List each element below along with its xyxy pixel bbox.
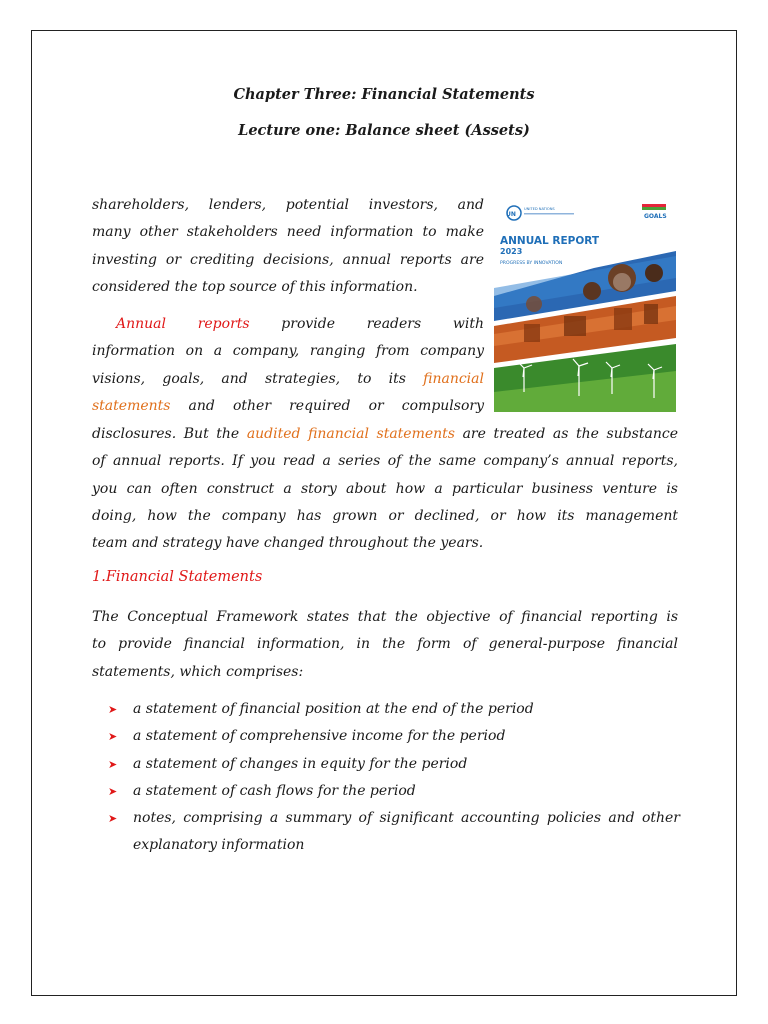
section-heading: 1.Financial Statements — [92, 569, 263, 585]
para-text: The — [92, 609, 128, 625]
para-line: you can often construct a story about how a particular business venture is — [92, 480, 678, 497]
intro-line: many other stakeholders need information to make — [92, 224, 484, 241]
para-text: states that the objective of financial reporting is — [298, 609, 679, 625]
report-tagline: PROGRESS BY INNOVATION — [500, 261, 563, 266]
list-item-text: a statement of comprehensive income for the period — [133, 728, 506, 745]
org-text: UNITED NATIONS — [524, 207, 555, 211]
para-line — [92, 421, 678, 448]
para-line — [92, 393, 484, 420]
para-text: provide readers with — [249, 316, 484, 332]
list-item — [108, 696, 680, 723]
report-year: 2023 — [500, 247, 523, 256]
svg-text:UN: UN — [506, 211, 516, 218]
list-item — [108, 751, 680, 778]
disclosures-paragraph — [92, 421, 678, 557]
para-text: disclosures. But the — [92, 426, 247, 442]
lecture-subtitle: Lecture one: Balance sheet (Assets) — [238, 122, 530, 139]
para-text: are treated as the substance — [454, 426, 678, 442]
conceptual-framework-term: Conceptual Framework — [127, 609, 299, 625]
arrow-bullet-icon: ➤ — [108, 812, 118, 826]
para-line: to provide financial information, in the form of general-purpose financial — [92, 636, 678, 653]
para-line — [92, 366, 484, 393]
annual-reports-highlight: Annual reports — [116, 316, 250, 332]
list-item-text: a statement of cash flows for the period — [133, 782, 416, 799]
para-text: visions, goals, and strategies, to its — [92, 370, 424, 387]
intro-line: considered the top source of this information. — [92, 278, 418, 295]
list-item-text: a statement of financial position at the end of the period — [133, 701, 534, 717]
para-line: doing, how the company has grown or declined, or how its management — [92, 507, 678, 524]
intro-line: shareholders, lenders, potential investors, and — [92, 197, 484, 213]
arrow-bullet-icon: ➤ — [108, 703, 118, 716]
arrow-bullet-icon: ➤ — [108, 730, 118, 744]
statements-highlight: statements — [92, 397, 171, 414]
annual-report-cover-graphic — [494, 196, 676, 412]
list-item — [108, 805, 680, 860]
para-line: statements, which comprises: — [92, 663, 304, 680]
list-item — [108, 778, 680, 805]
audited-statements-highlight: audited financial statements — [246, 426, 455, 442]
para-line — [92, 604, 678, 631]
para-line: information on a company, ranging from company — [92, 343, 484, 360]
para-text: and other required or compulsory — [170, 397, 484, 414]
framework-paragraph — [92, 604, 678, 686]
goals-text: GOALS — [644, 213, 667, 220]
arrow-bullet-icon: ➤ — [108, 757, 118, 771]
list-item — [108, 723, 680, 750]
list-item-text: notes, comprising a summary of significant accounting policies and other explanatory information — [133, 810, 680, 854]
arrow-bullet-icon: ➤ — [108, 784, 118, 798]
chapter-title: Chapter Three: Financial Statements — [233, 86, 535, 103]
para-line: of annual reports. If you read a series of the same company’s annual reports, — [92, 453, 678, 470]
list-item-text: a statement of changes in equity for the period — [133, 755, 468, 772]
annual-report-cover-image — [494, 196, 676, 412]
annual-reports-paragraph — [92, 311, 484, 420]
para-line: team and strategy have changed throughout the years. — [92, 535, 484, 552]
intro-line: investing or crediting decisions, annual reports are — [92, 251, 484, 268]
para-line — [92, 311, 484, 338]
report-heading: ANNUAL REPORT — [500, 235, 600, 247]
statements-list — [108, 696, 680, 860]
intro-paragraph — [92, 192, 484, 301]
financial-highlight: financial — [423, 370, 484, 387]
